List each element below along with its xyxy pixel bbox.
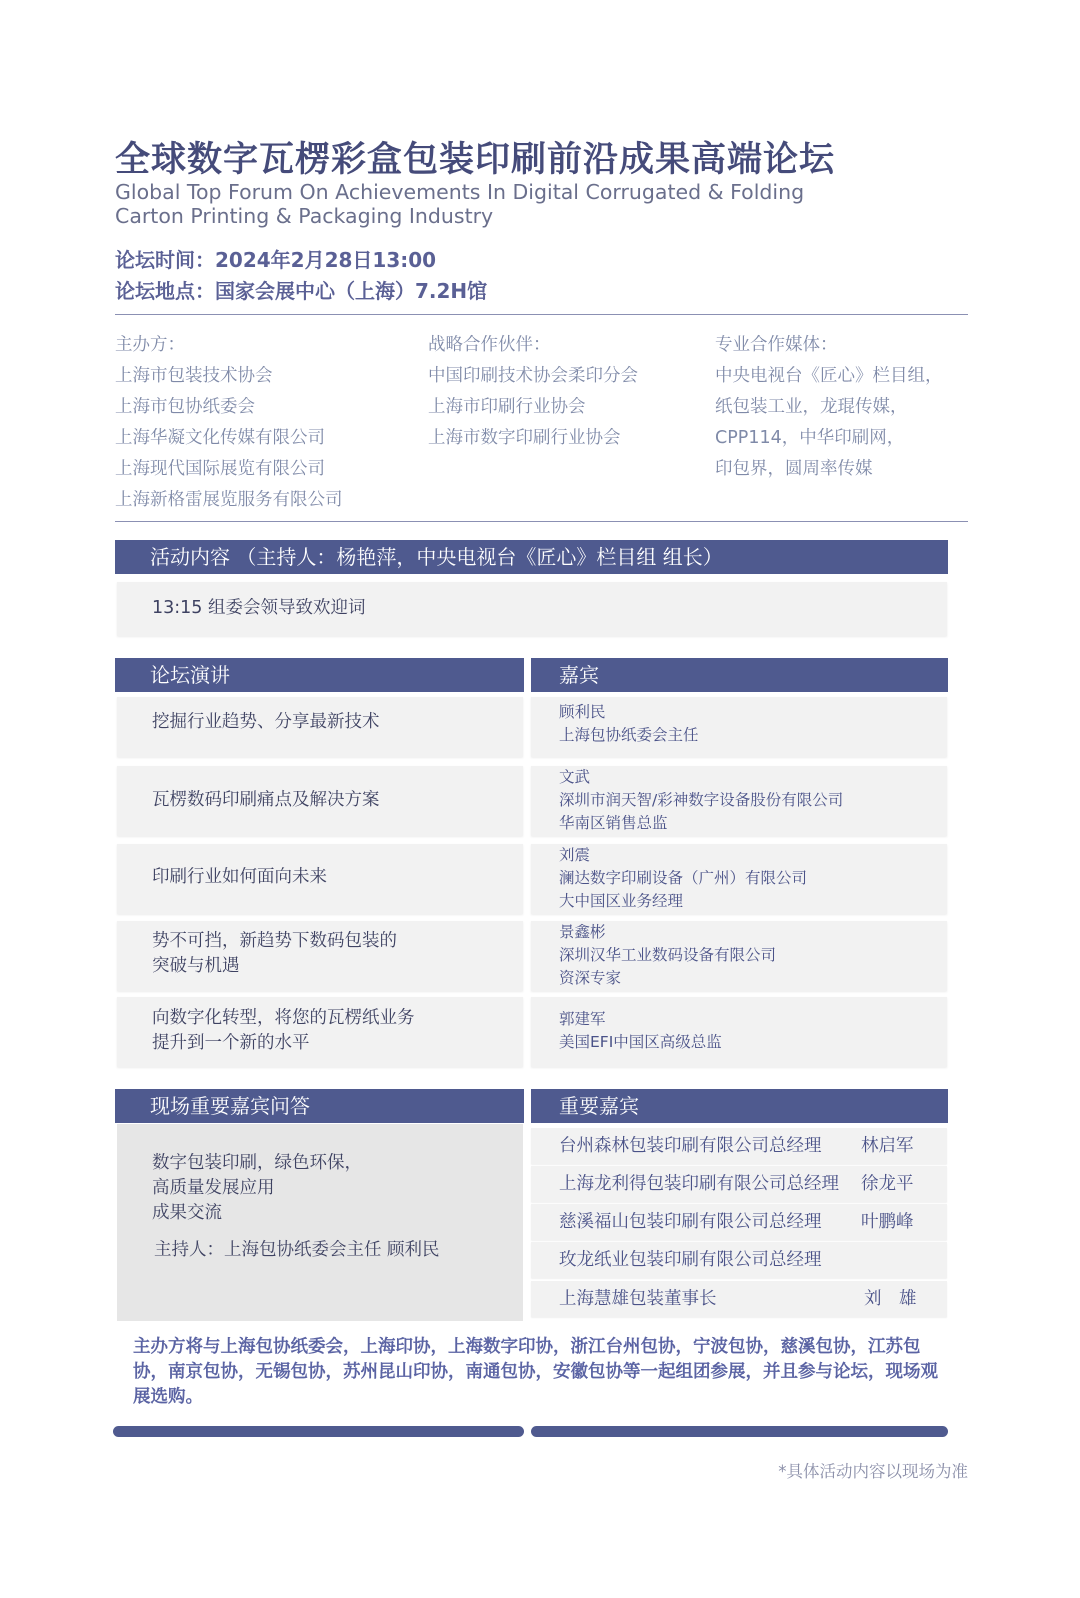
media-heading: 专业合作媒体： [715, 335, 838, 355]
forum-time: 论坛时间：2024年2月28日13:00 [115, 248, 437, 272]
guest-title: 美国EFI中国区高级总监 [559, 1033, 722, 1051]
guest-name: 刘震 [559, 846, 591, 864]
speech-topic: 势不可挡，新趋势下数码包装的 [152, 931, 397, 951]
guest-person: 林启军 [861, 1136, 914, 1156]
organizer-item: 上海华凝文化传媒有限公司 [115, 428, 325, 448]
guest-person: 叶鹏峰 [861, 1212, 914, 1232]
organizer-item: 上海现代国际展览有限公司 [115, 459, 325, 479]
participation-note: 主办方将与上海包协纸委会，上海印协，上海数字印协，浙江台州包协，宁波包协，慈溪包协，江苏包协，南京包协，无锡包协，苏州昆山印协，南通包协，安徽包协等一起组团参展，并且参与论坛，现场观展选购。 [133, 1337, 938, 1407]
activity-header: 活动内容 （主持人：杨艳萍，中央电视台《匠心》栏目组 组长） [115, 540, 948, 574]
guest-name: 郭建军 [559, 1010, 606, 1028]
guest-title: 上海包协纸委会主任 [559, 726, 699, 744]
page-title: 全球数字瓦楞彩盒包装印刷前沿成果高端论坛 [115, 140, 836, 180]
footer-bar-right [531, 1426, 948, 1437]
speech-topic-cell [117, 844, 523, 914]
speech-topic: 向数字化转型，将您的瓦楞纸业务 [152, 1008, 415, 1028]
speech-guest-cell [531, 697, 947, 757]
speech-topic-cell [117, 766, 523, 836]
activity-row [117, 582, 947, 636]
guest-name: 文武 [559, 768, 591, 786]
subtitle-line: Global Top Forum On Achievements In Digital Corrugated & Folding [115, 180, 805, 204]
qa-header: 现场重要嘉宾问答 [115, 1089, 524, 1123]
organizer-item: 上海市包协纸委会 [115, 397, 255, 417]
partner-item: 中国印刷技术协会柔印分会 [428, 366, 638, 386]
speech-topic: 挖掘行业趋势、分享最新技术 [152, 712, 380, 732]
speech-topic: 提升到一个新的水平 [152, 1033, 310, 1053]
divider [115, 521, 968, 522]
forum-place: 论坛地点：国家会展中心（上海）7.2H馆 [115, 279, 488, 303]
activity-item: 13:15 组委会领导致欢迎词 [152, 598, 366, 618]
guest-company: 深圳汉华工业数码设备有限公司 [559, 946, 777, 964]
guest-company: 上海龙利得包装印刷有限公司总经理 [559, 1174, 839, 1194]
organizers-heading: 主办方： [115, 335, 185, 355]
partner-item: 上海市数字印刷行业协会 [428, 428, 621, 448]
speech-guest-cell [531, 997, 947, 1067]
guest-company: 深圳市润天智/彩神数字设备股份有限公司 [559, 791, 844, 809]
partner-item: 上海市印刷行业协会 [428, 397, 586, 417]
speech-topic: 印刷行业如何面向未来 [152, 867, 327, 887]
guest-title: 大中国区业务经理 [559, 892, 684, 910]
guest-company: 上海慧雄包装董事长 [559, 1289, 717, 1309]
media-item: CPP114，中华印刷网， [715, 428, 905, 448]
qa-line: 数字包装印刷，绿色环保， [152, 1153, 362, 1173]
speech-topic: 瓦楞数码印刷痛点及解决方案 [152, 790, 380, 810]
guest-person: 刘 雄 [864, 1289, 917, 1309]
qa-panel [117, 1124, 523, 1321]
guest-name: 顾利民 [559, 703, 606, 721]
speech-guest-cell [531, 844, 947, 914]
divider [115, 314, 968, 315]
speech-topic-cell [117, 921, 523, 991]
organizer-item: 上海新格雷展览服务有限公司 [115, 490, 343, 510]
speech-guest-header: 嘉宾 [531, 658, 948, 692]
important-guest-row [531, 1204, 947, 1240]
organizer-item: 上海市包装技术协会 [115, 366, 273, 386]
guest-company: 玫龙纸业包装印刷有限公司总经理 [559, 1250, 822, 1270]
guest-title: 资深专家 [559, 969, 622, 987]
organizers-column [115, 330, 343, 516]
partners-column [428, 330, 638, 454]
guest-company: 慈溪福山包装印刷有限公司总经理 [559, 1212, 822, 1232]
speech-topic: 突破与机遇 [152, 956, 240, 976]
important-guest-row [531, 1128, 947, 1164]
important-guest-row [531, 1242, 947, 1278]
media-item: 中央电视台《匠心》栏目组， [715, 366, 943, 386]
media-column [715, 330, 943, 485]
guest-company: 台州森林包装印刷有限公司总经理 [559, 1136, 822, 1156]
important-guests-header: 重要嘉宾 [531, 1089, 948, 1123]
qa-host: 主持人：上海包协纸委会主任 顾利民 [154, 1240, 440, 1260]
qa-line: 成果交流 [152, 1203, 222, 1223]
important-guest-row [531, 1166, 947, 1202]
subtitle-line: Carton Printing & Packaging Industry [115, 204, 494, 228]
disclaimer: *具体活动内容以现场为准 [778, 1462, 968, 1481]
qa-line: 高质量发展应用 [152, 1178, 275, 1198]
speech-guest-cell [531, 921, 947, 991]
speech-guest-cell [531, 766, 947, 836]
important-guest-row [531, 1281, 947, 1317]
english-subtitle [115, 180, 804, 228]
media-item: 印包界，圆周率传媒 [715, 459, 873, 479]
guest-title: 华南区销售总监 [559, 814, 668, 832]
media-item: 纸包装工业，龙琨传媒， [715, 397, 908, 417]
guest-company: 澜达数字印刷设备（广州）有限公司 [559, 869, 808, 887]
partners-heading: 战略合作伙伴： [428, 335, 551, 355]
speech-topic-cell [117, 697, 523, 757]
footer-bar-left [113, 1426, 524, 1437]
speech-topic-cell [117, 997, 523, 1067]
guest-name: 景鑫彬 [559, 923, 606, 941]
speech-topic-header: 论坛演讲 [115, 658, 524, 692]
guest-person: 徐龙平 [861, 1174, 914, 1194]
